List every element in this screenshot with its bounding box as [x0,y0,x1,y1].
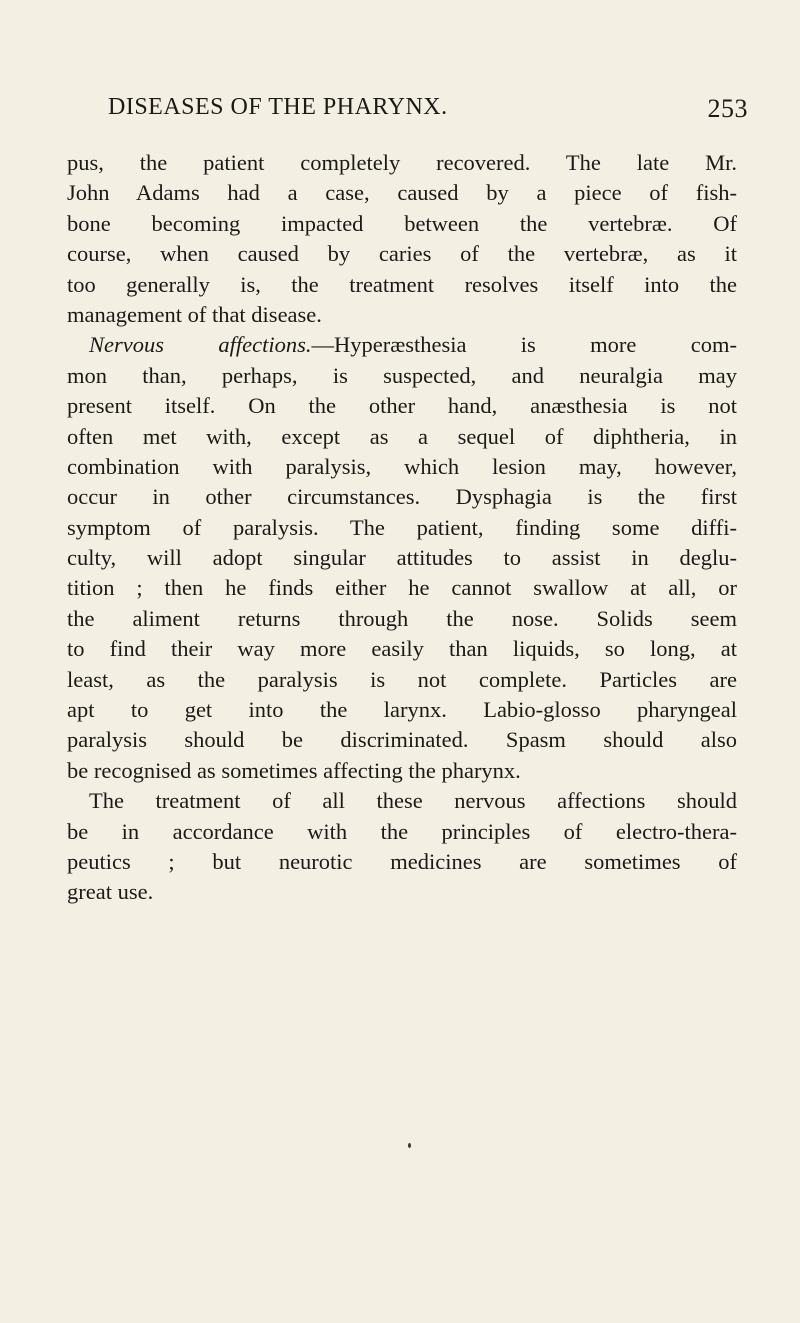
text-line: be in accordance with the principles of electro-thera- [67,818,737,844]
text-line: often met with, except as a sequel of diphtheria, in [67,423,737,449]
text-line: mon than, perhaps, is suspected, and neuralgia may [67,362,737,388]
text-line: John Adams had a case, caused by a piece of fish- [67,180,737,206]
text-line: occur in other circumstances. Dysphagia is the first [67,484,737,510]
text-line: least, as the paralysis is not complete. Particles are [67,666,737,692]
text-line: to find their way more easily than liquids, so long, at [67,636,737,662]
text-line: too generally is, the treatment resolves itself into the [67,271,737,297]
text-line: peutics ; but neurotic medicines are sometimes of [67,848,737,874]
text-line: culty, will adopt singular attitudes to assist in deglu- [67,545,737,571]
ink-speck [408,1143,411,1148]
heading-continuation: —Hyperæsthesia is more com- [311,332,737,358]
text-line: pus, the patient completely recovered. The late Mr. [67,150,737,175]
text-line: combination with paralysis, which lesion may, however, [67,453,737,479]
text-line: symptom of paralysis. The patient, finding some diffi- [67,514,737,540]
running-title: DISEASES OF THE PHARYNX. [108,94,448,120]
text-line: the aliment returns through the nose. Solids seem [67,605,737,631]
text-line: The treatment of all these nervous affections should [89,788,737,814]
page-number: 253 [707,94,748,123]
text-line: great use. [67,879,154,905]
text-line: tition ; then he finds either he cannot swallow at all, or [67,575,737,601]
text-line: management of that disease. [67,301,322,327]
text-line: paralysis should be discriminated. Spasm should also [67,727,737,753]
paragraph-1 [67,148,737,330]
body-text [67,148,737,908]
paragraph-3 [67,786,737,908]
text-line [67,330,737,360]
text-line: course, when caused by caries of the vertebræ, as it [67,241,737,267]
section-heading: Nervous affections. [89,332,312,358]
running-head [108,94,748,130]
text-line: bone becoming impacted between the vertebræ. Of [67,210,737,236]
text-line: present itself. On the other hand, anæsthesia is not [67,393,737,419]
paragraph-2 [67,330,737,786]
text-line: be recognised as sometimes affecting the pharynx. [67,757,521,783]
text-line: apt to get into the larynx. Labio-glosso pharyngeal [67,697,737,723]
